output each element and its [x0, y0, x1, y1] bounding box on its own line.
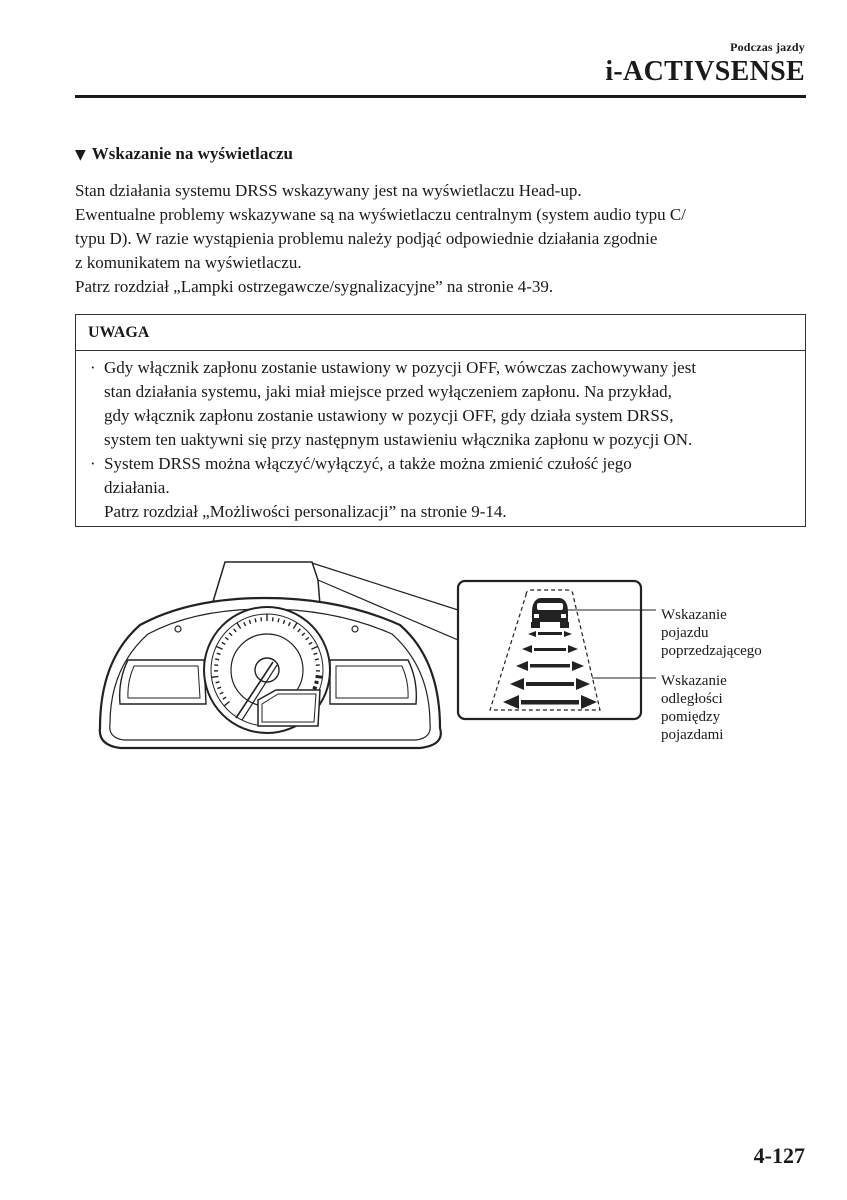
- page-title: i-ACTIVSENSE: [605, 56, 805, 87]
- notice-line: gdy włącznik zapłonu zostanie ustawiony w pozycji OFF, gdy działa system DRSS,: [104, 406, 674, 425]
- body-line: Patrz rozdział „Lampki ostrzegawcze/sygnalizacyjne” na stronie 4-39.: [75, 277, 554, 296]
- notice-line: działania.: [104, 478, 170, 497]
- gauge-tick: [216, 682, 220, 683]
- notice-line: system ten uaktywni się przy następnym ustawieniu włącznika zapłonu w pozycji ON.: [104, 430, 693, 449]
- notice-item: [88, 356, 795, 452]
- digital-readout: [258, 690, 320, 726]
- gauge-tick: [278, 618, 279, 622]
- section-heading-text: Wskazanie na wyświetlaczu: [91, 144, 293, 163]
- label-distance: Wskazanie odległości pomiędzy pojazdami: [661, 673, 727, 743]
- notice-line: System DRSS można włączyć/wyłączyć, a także można zmienić czułość jego: [104, 454, 632, 473]
- instrument-cluster-illustration: [0, 540, 847, 780]
- notice-line: stan działania systemu, jaki miał miejsce przed wyłączeniem zapłonu. Na przykład,: [104, 382, 672, 401]
- section-heading: [75, 144, 293, 164]
- gauge-tick: [211, 676, 218, 677]
- distance-bar: [538, 632, 562, 635]
- notice-title: UWAGA: [76, 315, 805, 351]
- body-line: Ewentualne problemy wskazywane są na wyświetlaczu centralnym (system audio typu C/: [75, 205, 686, 224]
- gauge-tick: [315, 682, 319, 683]
- notice-box: [75, 314, 806, 527]
- dashboard-figure: [0, 540, 847, 780]
- bullet-dot: ·: [90, 358, 96, 377]
- bullet-dot: ·: [90, 454, 96, 473]
- chapter-title: Podczas jazdy: [730, 40, 805, 54]
- body-line: z komunikatem na wyświetlaczu.: [75, 253, 302, 272]
- notice-line: Patrz rozdział „Możliwości personalizacji” na stronie 9-14.: [104, 502, 507, 521]
- notice-line: Gdy włącznik zapłonu zostanie ustawiony w pozycji OFF, wówczas zachowywany jest: [104, 358, 697, 377]
- body-line: Stan działania systemu DRSS wskazywany jest na wyświetlaczu Head-up.: [75, 181, 582, 200]
- body-line: typu D). W razie wystąpienia problemu należy podjąć odpowiednie działania zgodnie: [75, 229, 658, 248]
- distance-bar: [521, 700, 579, 705]
- notice-item: [88, 452, 795, 524]
- distance-bar: [530, 664, 570, 668]
- gauge-tick: [215, 659, 219, 660]
- distance-bar: [534, 648, 566, 651]
- header-divider: [75, 95, 806, 98]
- body-text: [75, 179, 795, 299]
- gauge-tick: [313, 687, 317, 688]
- distance-bar: [526, 682, 574, 686]
- down-triangle-icon: ▼: [75, 147, 86, 163]
- gauge-tick: [315, 659, 319, 660]
- label-preceding-vehicle: Wskazanie pojazdu poprzedzającego: [661, 607, 762, 659]
- notice-list: [76, 351, 805, 524]
- page-number: 4-127: [753, 1143, 805, 1168]
- gauge-tick: [255, 618, 256, 622]
- gauge-tick: [316, 676, 323, 677]
